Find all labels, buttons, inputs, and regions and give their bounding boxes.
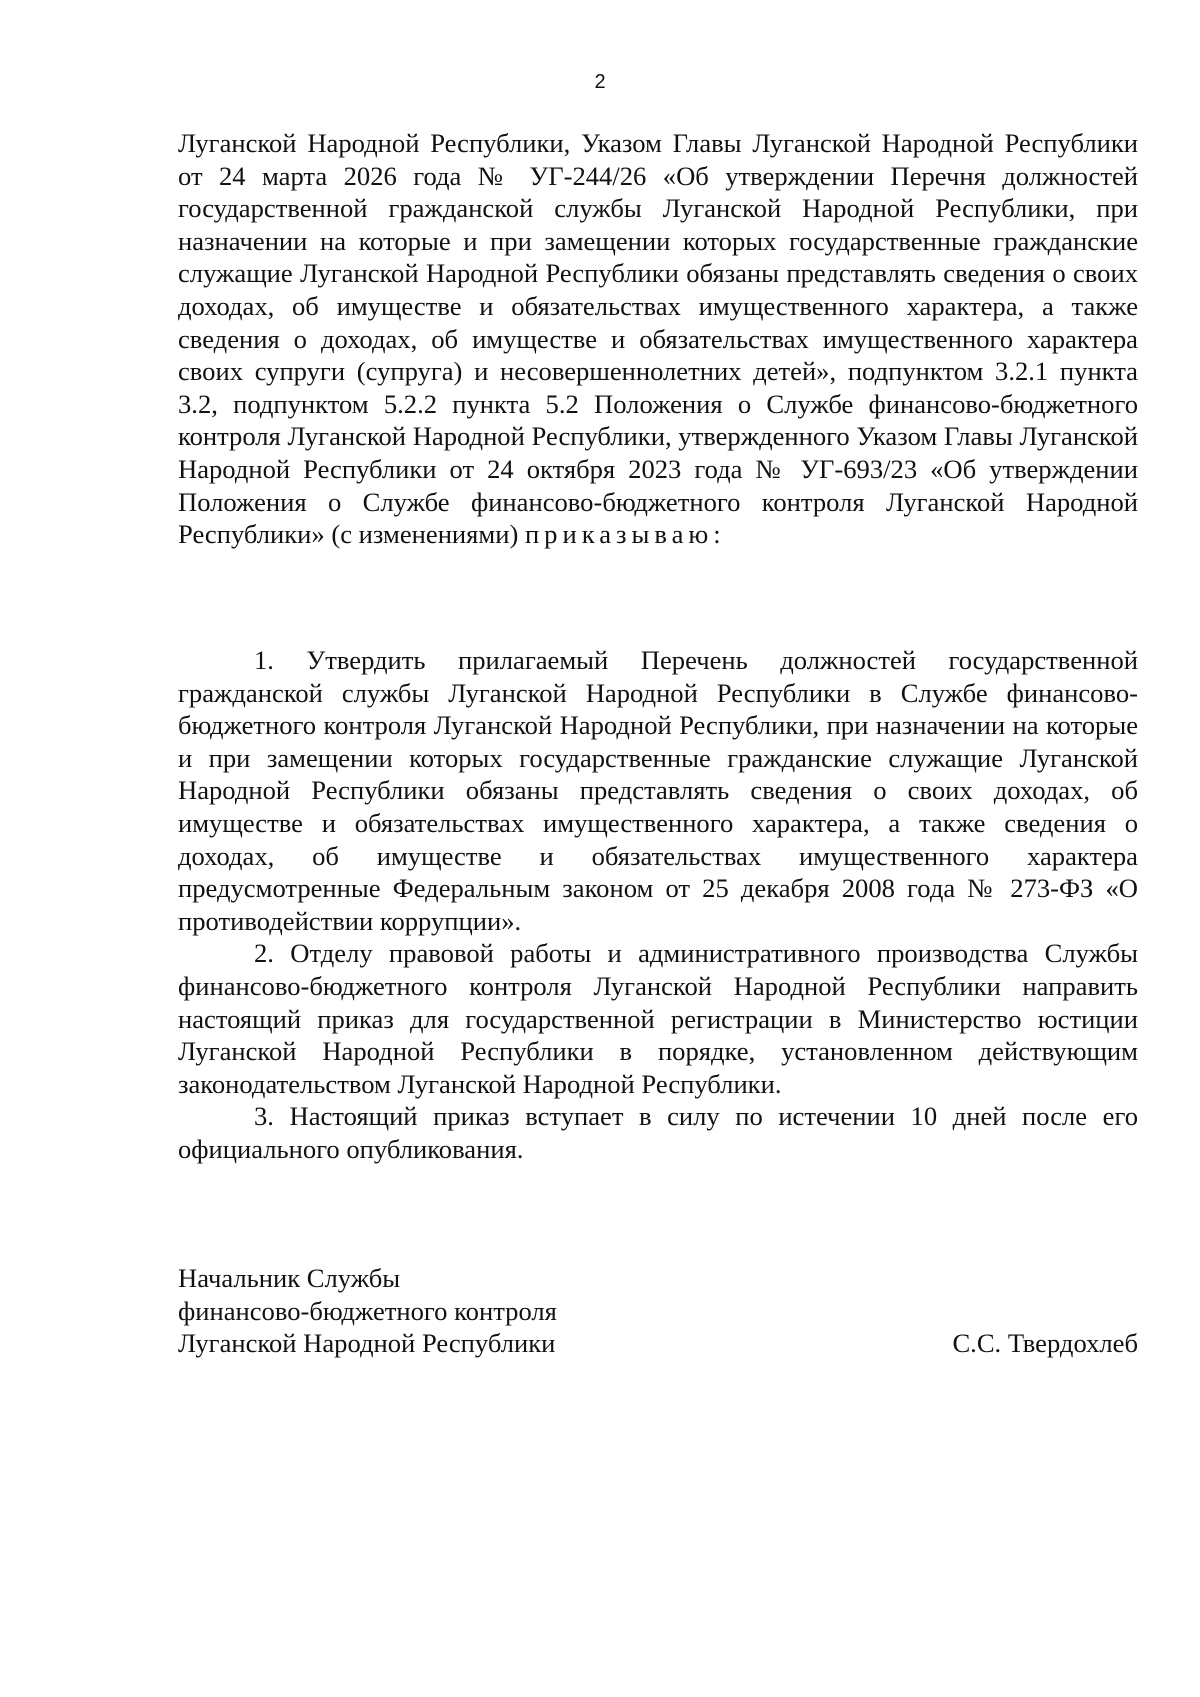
order-item-1: 1. Утвердить прилагаемый Перечень должностей государственной гражданской службы Луганской Народной Республики в Службе финансово-бюджетного контроля Луганской Народной Республики, при назначении на которые и при замещении которых государственные гражданские служащие Луганской Народной Республики обязаны представлять сведения о своих доходах, об имуществе и обязательствах имущественного характера, а также сведения о доходах, об имуществе и обязательствах имущественного характера предусмотренные Федеральным законом от 25 декабря 2008 года № 273-ФЗ «О противодействии коррупции». xyxy=(178,645,1138,936)
page-number: 2 xyxy=(594,71,606,93)
intro-paragraph-text: Луганской Народной Республики, Указом Главы Луганской Народной Республики от 24 марта 2026 года № УГ-244/26 «Об утверждении Перечня должностей государственной гражданской службы Луганской Народной Республики, при назначении на которые и при замещении которых государственные гражданские служащие Луганской Народной Республики обязаны представлять сведения о своих доходах, об имуществе и обязательствах имущественного характера, а также сведения о доходах, об имуществе и обязательствах имущественного характера своих супруги (супруга) и несовершеннолетних детей», подпунктом 3.2.1 пункта 3.2, подпунктом 5.2.2 пункта 5.2 Положения о Службе финансово-бюджетного контроля Луганской Народной Республики, утвержденного Указом Главы Луганской Народной Республики от 24 октября 2023 года № УГ-693/23 «Об утверждении Положения о Службе финансово-бюджетного контроля Луганской Народной Республики» (с изменениями) xyxy=(178,128,1138,550)
signatory-position-line-2: финансово-бюджетного контроля xyxy=(178,1295,557,1326)
order-items xyxy=(178,644,1138,1166)
signatory-name: С.С. Твердохлеб xyxy=(952,1328,1138,1359)
order-word: приказываю: xyxy=(524,519,726,550)
order-item-3: 3. Настоящий приказ вступает в силу по истечении 10 дней после его официального опубликования. xyxy=(178,1101,1138,1164)
signatory-position-line-1: Начальник Службы xyxy=(178,1263,401,1293)
intro-paragraph xyxy=(178,127,1138,551)
order-item-2: 2. Отделу правовой работы и административного производства Службы финансово-бюджетного контроля Луганской Народной Республики направить настоящий приказ для государственной регистрации в Министерство юстиции Луганской Народной Республики в порядке, установленном действующим законодательством Луганской Народной Республики. xyxy=(178,938,1138,1099)
signature-block xyxy=(178,1262,1138,1360)
signatory-position-line-3: Луганской Народной Республики xyxy=(178,1328,556,1359)
